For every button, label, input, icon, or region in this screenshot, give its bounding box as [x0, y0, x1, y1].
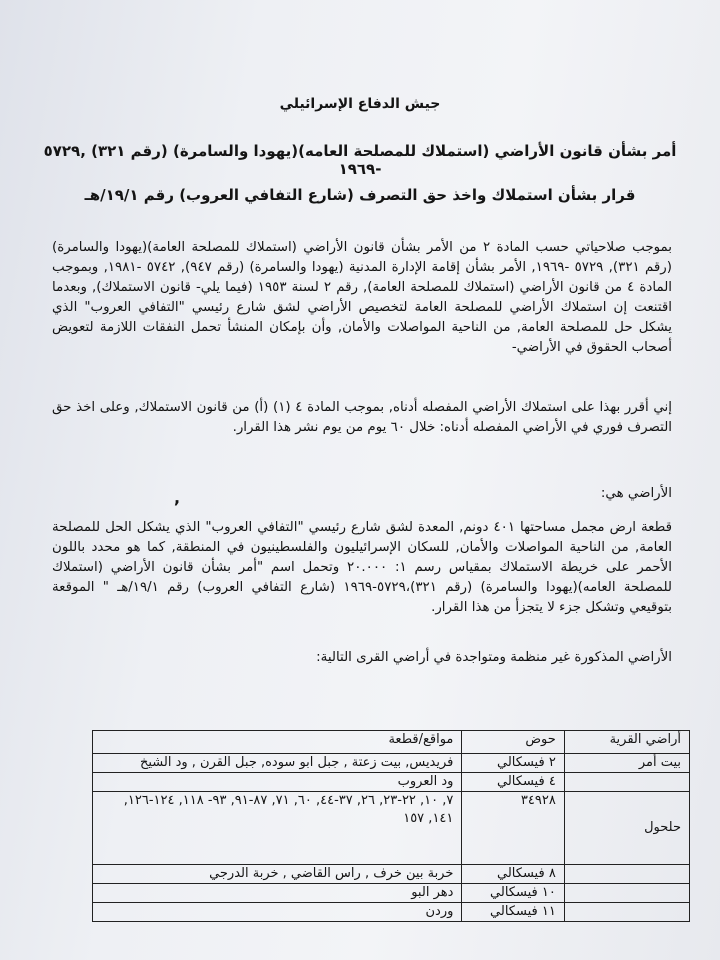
table-row	[93, 865, 690, 884]
village-cell: حلحول	[564, 792, 689, 865]
table-row	[93, 884, 690, 903]
basin-cell: ٢ فيسكالي	[462, 754, 564, 773]
lands-label: الأراضي هي:	[600, 486, 672, 501]
village-cell: بيت أمر	[564, 754, 689, 773]
village-cell	[564, 865, 689, 884]
header-basin: حوض	[462, 731, 564, 754]
sites-cell: ٧, ١٠, ٢٢-٢٣, ٢٦, ٣٧-٤٤, ٦٠, ٧١, ٨٧-٩١, ٩٣- ١١٨, ١٢٤-١٢٦, ١٤١, ١٥٧	[93, 792, 462, 865]
land-description-paragraph: قطعة ارض مجمل مساحتها ٤٠١ دونم, المعدة لشق شارع رئيسي "التفافي العروب" الذي يشكل الحل للمصلحة العامة, من الناحية المواصلات والأمان, للسكان الإسرائيليون والفلسطينيون في المنطقة, كما هو محدد باللون الأحمر على خريطة الاستملاك بمقياس رسم ١: ٢٠.٠٠٠ وتحمل اسم "أمر بشأن قانون الأراضي (استملاك للمصلحة العامه)(يهودا والسامرة) (رقم ٣٢١)،٥٧٢٩-١٩٦٩ (شارع التفافي العروب) رقم ١٩/١/هـ " الموقعة بتوقيعي وتشكل جزء لا يتجزأ من هذا القرار.	[52, 520, 673, 615]
decision-paragraph: إني أقرر بهذا على استملاك الأراضي المفصله أدناه, بموجب المادة ٤ (١) (أ) من قانون الاستملاك, وعلى اخذ حق التصرف فوري في الأراضي المفصله أدناه: خلال ٦٠ يوم من يوم نشر هذا القرار.	[52, 400, 673, 435]
decision-title: قرار بشأن استملاك واخذ حق التصرف (شارع التفافي العروب) رقم ١٩/١/هـ	[84, 186, 636, 204]
sites-cell: فريديس, بيت زعتة , جبل ابو سوده, جبل القرن , ود الشيخ	[93, 754, 462, 773]
sites-cell: دهر البو	[93, 884, 462, 903]
villages-intro: الأراضي المذكورة غير منظمة ومتواجدة في أراضي القرى التالية:	[316, 650, 672, 665]
organization-title: جيش الدفاع الإسرائيلي	[279, 96, 441, 112]
basin-cell: ١١ فيسكالي	[462, 903, 564, 922]
authority-paragraph: بموجب صلاحياتي حسب المادة ٢ من الأمر بشأن قانون الأراضي (استملاك للمصلحة العامة)(يهودا والسامرة) (رقم ٣٢١), ٥٧٢٩ -١٩٦٩, الأمر بشأن إقامة الإدارة المدنية (يهودا والسامرة) (رقم ٩٤٧), ٥٧٤٢ -١٩٨١, وبموجب المادة ٤ من قانون الأراضي (استملاك للمصلحة العامة), رقم ٢ لسنة ١٩٥٣ (فيما يلي- قانون الاستملاك), وبعدما اقتنعت إن استملاك الأراضي للمصلحة العامة لتخصيص الأراضي لشق شارع رئيسي "التفافي العروب" الذي يشكل حل للمصلحة العامة, من الناحية المواصلات والأمان, وأن بإمكان المنشأ تحمل النفقات اللازمة لتعويض أصحاب الحقوق في الأراضي-	[52, 240, 672, 355]
village-cell	[564, 773, 689, 792]
basin-cell: ١٠ فيسكالي	[462, 884, 564, 903]
village-cell	[564, 884, 689, 903]
basin-cell: ٨ فيسكالي	[462, 865, 564, 884]
sites-cell: وردن	[93, 903, 462, 922]
village-cell	[564, 903, 689, 922]
order-title: أمر بشأن قانون الأراضي (استملاك للمصلحة العامه)(يهودا والسامرة) (رقم ٣٢١) ,٥٧٢٩ -١٩٦٩	[43, 142, 677, 178]
sites-cell: خربة بين خرف , راس القاضي , خربة الدرجي	[93, 865, 462, 884]
table-row	[93, 754, 690, 773]
sites-cell: ود العروب	[93, 773, 462, 792]
table-row	[93, 792, 690, 865]
stray-mark: ,	[174, 488, 181, 507]
table-header-row	[93, 731, 690, 754]
lands-table	[92, 730, 690, 922]
basin-cell: ٤ فيسكالي	[462, 773, 564, 792]
table-row	[93, 773, 690, 792]
header-sites: مواقع/قطعة	[93, 731, 462, 754]
basin-cell: ٣٤٩٢٨	[462, 792, 564, 865]
table-row	[93, 903, 690, 922]
header-village: أراضي القرية	[564, 731, 689, 754]
